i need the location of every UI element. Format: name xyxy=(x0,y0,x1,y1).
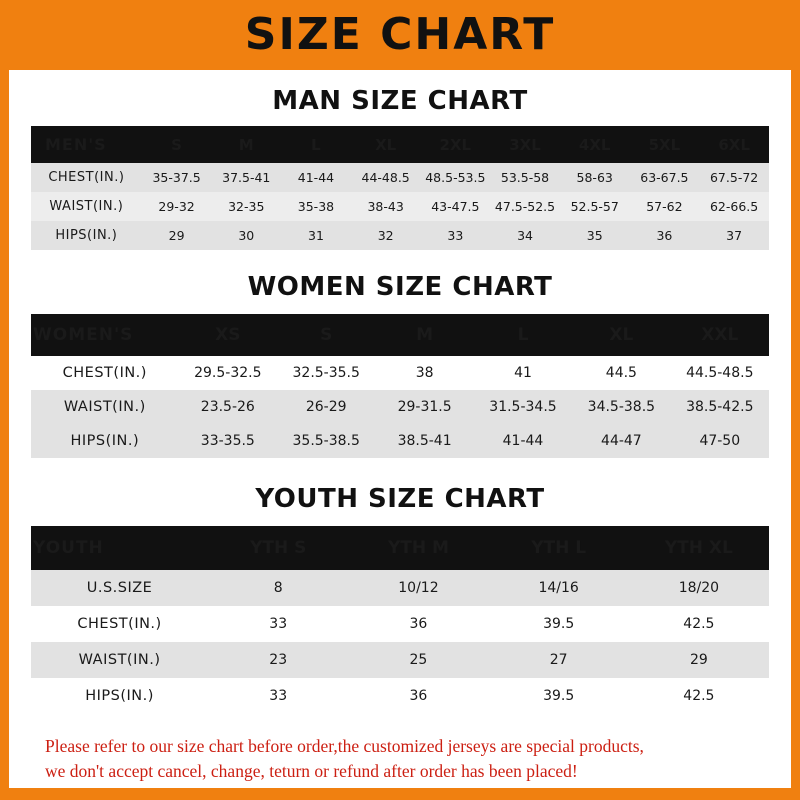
youth-cell: 42.5 xyxy=(683,616,715,632)
men-header-cell: L xyxy=(311,135,321,154)
men-section-title: MAN SIZE CHART xyxy=(272,86,528,116)
bottom-banner xyxy=(9,788,791,800)
youth-cell: 23 xyxy=(269,652,288,668)
men-cell: 29 xyxy=(168,228,185,243)
table-row xyxy=(31,570,769,606)
youth-row-label: HIPS(IN.) xyxy=(85,688,154,704)
men-cell: 32-35 xyxy=(228,199,265,214)
youth-cell: 36 xyxy=(409,616,428,632)
men-cell: 41-44 xyxy=(297,170,335,185)
women-section-title: WOMEN SIZE CHART xyxy=(247,272,553,302)
youth-cell: 33 xyxy=(269,616,288,632)
men-cell: 37.5-41 xyxy=(222,170,271,185)
men-cell: 47.5-52.5 xyxy=(494,199,556,214)
youth-cell: 36 xyxy=(409,688,428,704)
women-cell: 33-35.5 xyxy=(200,433,255,449)
women-cell: 32.5-35.5 xyxy=(292,365,360,381)
men-cell: 38-43 xyxy=(367,199,404,214)
youth-cell: 33 xyxy=(269,688,288,704)
women-header-cell: XL xyxy=(609,325,634,345)
youth-header-row xyxy=(31,526,769,570)
men-cell: 44-48.5 xyxy=(361,170,410,185)
women-row-label: CHEST(IN.) xyxy=(62,365,147,381)
youth-row-label: WAIST(IN.) xyxy=(78,652,161,668)
youth-cell: 39.5 xyxy=(543,616,575,632)
women-header-cell: WOMEN'S xyxy=(33,325,134,345)
youth-cell: 42.5 xyxy=(683,688,715,704)
women-cell: 41-44 xyxy=(502,433,544,449)
youth-cell: 25 xyxy=(409,652,428,668)
men-cell: 52.5-57 xyxy=(570,199,619,214)
men-row-label: WAIST(IN.) xyxy=(49,199,124,214)
men-header-row xyxy=(31,126,769,163)
men-cell: 33 xyxy=(447,228,464,243)
men-cell: 48.5-53.5 xyxy=(425,170,486,185)
men-cell: 67.5-72 xyxy=(709,170,759,185)
women-size-table xyxy=(31,314,769,458)
men-header-cell: M xyxy=(238,135,254,154)
women-header-cell: XXL xyxy=(701,325,739,345)
youth-cell: 27 xyxy=(549,652,568,668)
women-cell: 47-50 xyxy=(699,433,741,449)
men-cell: 36 xyxy=(656,228,673,243)
youth-header-cell: YTH L xyxy=(531,538,587,558)
women-cell: 26-29 xyxy=(305,399,347,415)
men-header-cell: 6XL xyxy=(718,135,750,154)
men-cell: 57-62 xyxy=(646,199,683,214)
women-cell: 38 xyxy=(415,365,434,381)
men-cell: 35 xyxy=(586,228,603,243)
footer-note-line1: Please refer to our size chart before order,the customized jerseys are special products, xyxy=(45,736,644,756)
women-cell: 23.5-26 xyxy=(200,399,255,415)
men-size-table xyxy=(31,126,769,250)
women-row-label: HIPS(IN.) xyxy=(70,433,140,449)
table-row xyxy=(31,678,769,714)
men-cell: 63-67.5 xyxy=(640,170,689,185)
youth-header-cell: YTH M xyxy=(387,538,449,558)
women-cell: 41 xyxy=(514,365,532,381)
women-cell: 38.5-42.5 xyxy=(686,399,754,415)
women-cell: 44.5 xyxy=(605,365,637,381)
page-title: SIZE CHART xyxy=(244,9,556,60)
youth-header-cell: YOUTH xyxy=(33,538,104,558)
men-header-cell: XL xyxy=(375,135,397,154)
men-header-cell: 4XL xyxy=(578,135,611,154)
women-row-label: WAIST(IN.) xyxy=(63,399,146,415)
men-header-cell: 2XL xyxy=(439,135,472,154)
chart-content xyxy=(9,86,791,785)
youth-cell: 39.5 xyxy=(543,688,575,704)
women-header-cell: M xyxy=(416,325,434,345)
men-cell: 62-66.5 xyxy=(709,199,759,214)
men-cell: 35-38 xyxy=(297,199,335,214)
men-header-cell: MEN'S xyxy=(45,135,107,154)
footer-note xyxy=(31,734,769,785)
men-header-cell: 5XL xyxy=(648,135,681,154)
men-cell: 37 xyxy=(726,228,743,243)
women-cell: 44.5-48.5 xyxy=(686,365,754,381)
table-row xyxy=(31,642,769,678)
men-cell: 53.5-58 xyxy=(500,170,550,185)
women-cell: 29.5-32.5 xyxy=(194,365,262,381)
table-row xyxy=(31,424,769,458)
table-row xyxy=(31,606,769,642)
youth-cell: 14/16 xyxy=(538,580,579,596)
men-cell: 30 xyxy=(238,228,255,243)
men-row-label: CHEST(IN.) xyxy=(48,170,125,185)
table-row xyxy=(31,390,769,424)
youth-row-label: U.S.SIZE xyxy=(86,580,153,596)
men-cell: 35-37.5 xyxy=(152,170,201,185)
youth-size-table xyxy=(31,526,769,714)
table-row xyxy=(31,163,769,192)
women-cell: 44-47 xyxy=(601,433,642,449)
women-cell: 38.5-41 xyxy=(397,433,452,449)
men-cell: 31 xyxy=(308,228,324,243)
header-banner xyxy=(9,0,791,70)
men-header-cell: 3XL xyxy=(509,135,541,154)
footer-note-line2: we don't accept cancel, change, teturn or refund after order has been placed! xyxy=(45,761,578,782)
women-cell: 34.5-38.5 xyxy=(587,399,656,415)
youth-row-label: CHEST(IN.) xyxy=(77,616,162,632)
men-header-cell: S xyxy=(171,135,182,154)
table-row xyxy=(31,356,769,390)
youth-cell: 10/12 xyxy=(398,580,439,596)
youth-section-title: YOUTH SIZE CHART xyxy=(255,484,545,514)
men-cell: 43-47.5 xyxy=(431,199,480,214)
table-row xyxy=(31,221,769,250)
women-cell: 31.5-34.5 xyxy=(489,399,557,415)
youth-cell: 8 xyxy=(273,580,283,596)
men-cell: 29-32 xyxy=(158,199,195,214)
men-cell: 34 xyxy=(517,228,533,243)
youth-header-cell: YTH S xyxy=(250,538,307,558)
men-row-label: HIPS(IN.) xyxy=(55,228,118,243)
youth-header-cell: YTH XL xyxy=(664,538,733,558)
women-header-cell: L xyxy=(517,325,529,345)
women-header-row xyxy=(31,314,769,356)
youth-cell: 18/20 xyxy=(678,580,720,596)
women-cell: 29-31.5 xyxy=(397,399,452,415)
women-header-cell: S xyxy=(320,325,333,345)
women-cell: 35.5-38.5 xyxy=(292,433,360,449)
men-cell: 58-63 xyxy=(576,170,613,185)
men-cell: 32 xyxy=(377,228,394,243)
youth-cell: 29 xyxy=(689,652,708,668)
women-header-cell: XS xyxy=(215,325,241,345)
table-row xyxy=(31,192,769,221)
